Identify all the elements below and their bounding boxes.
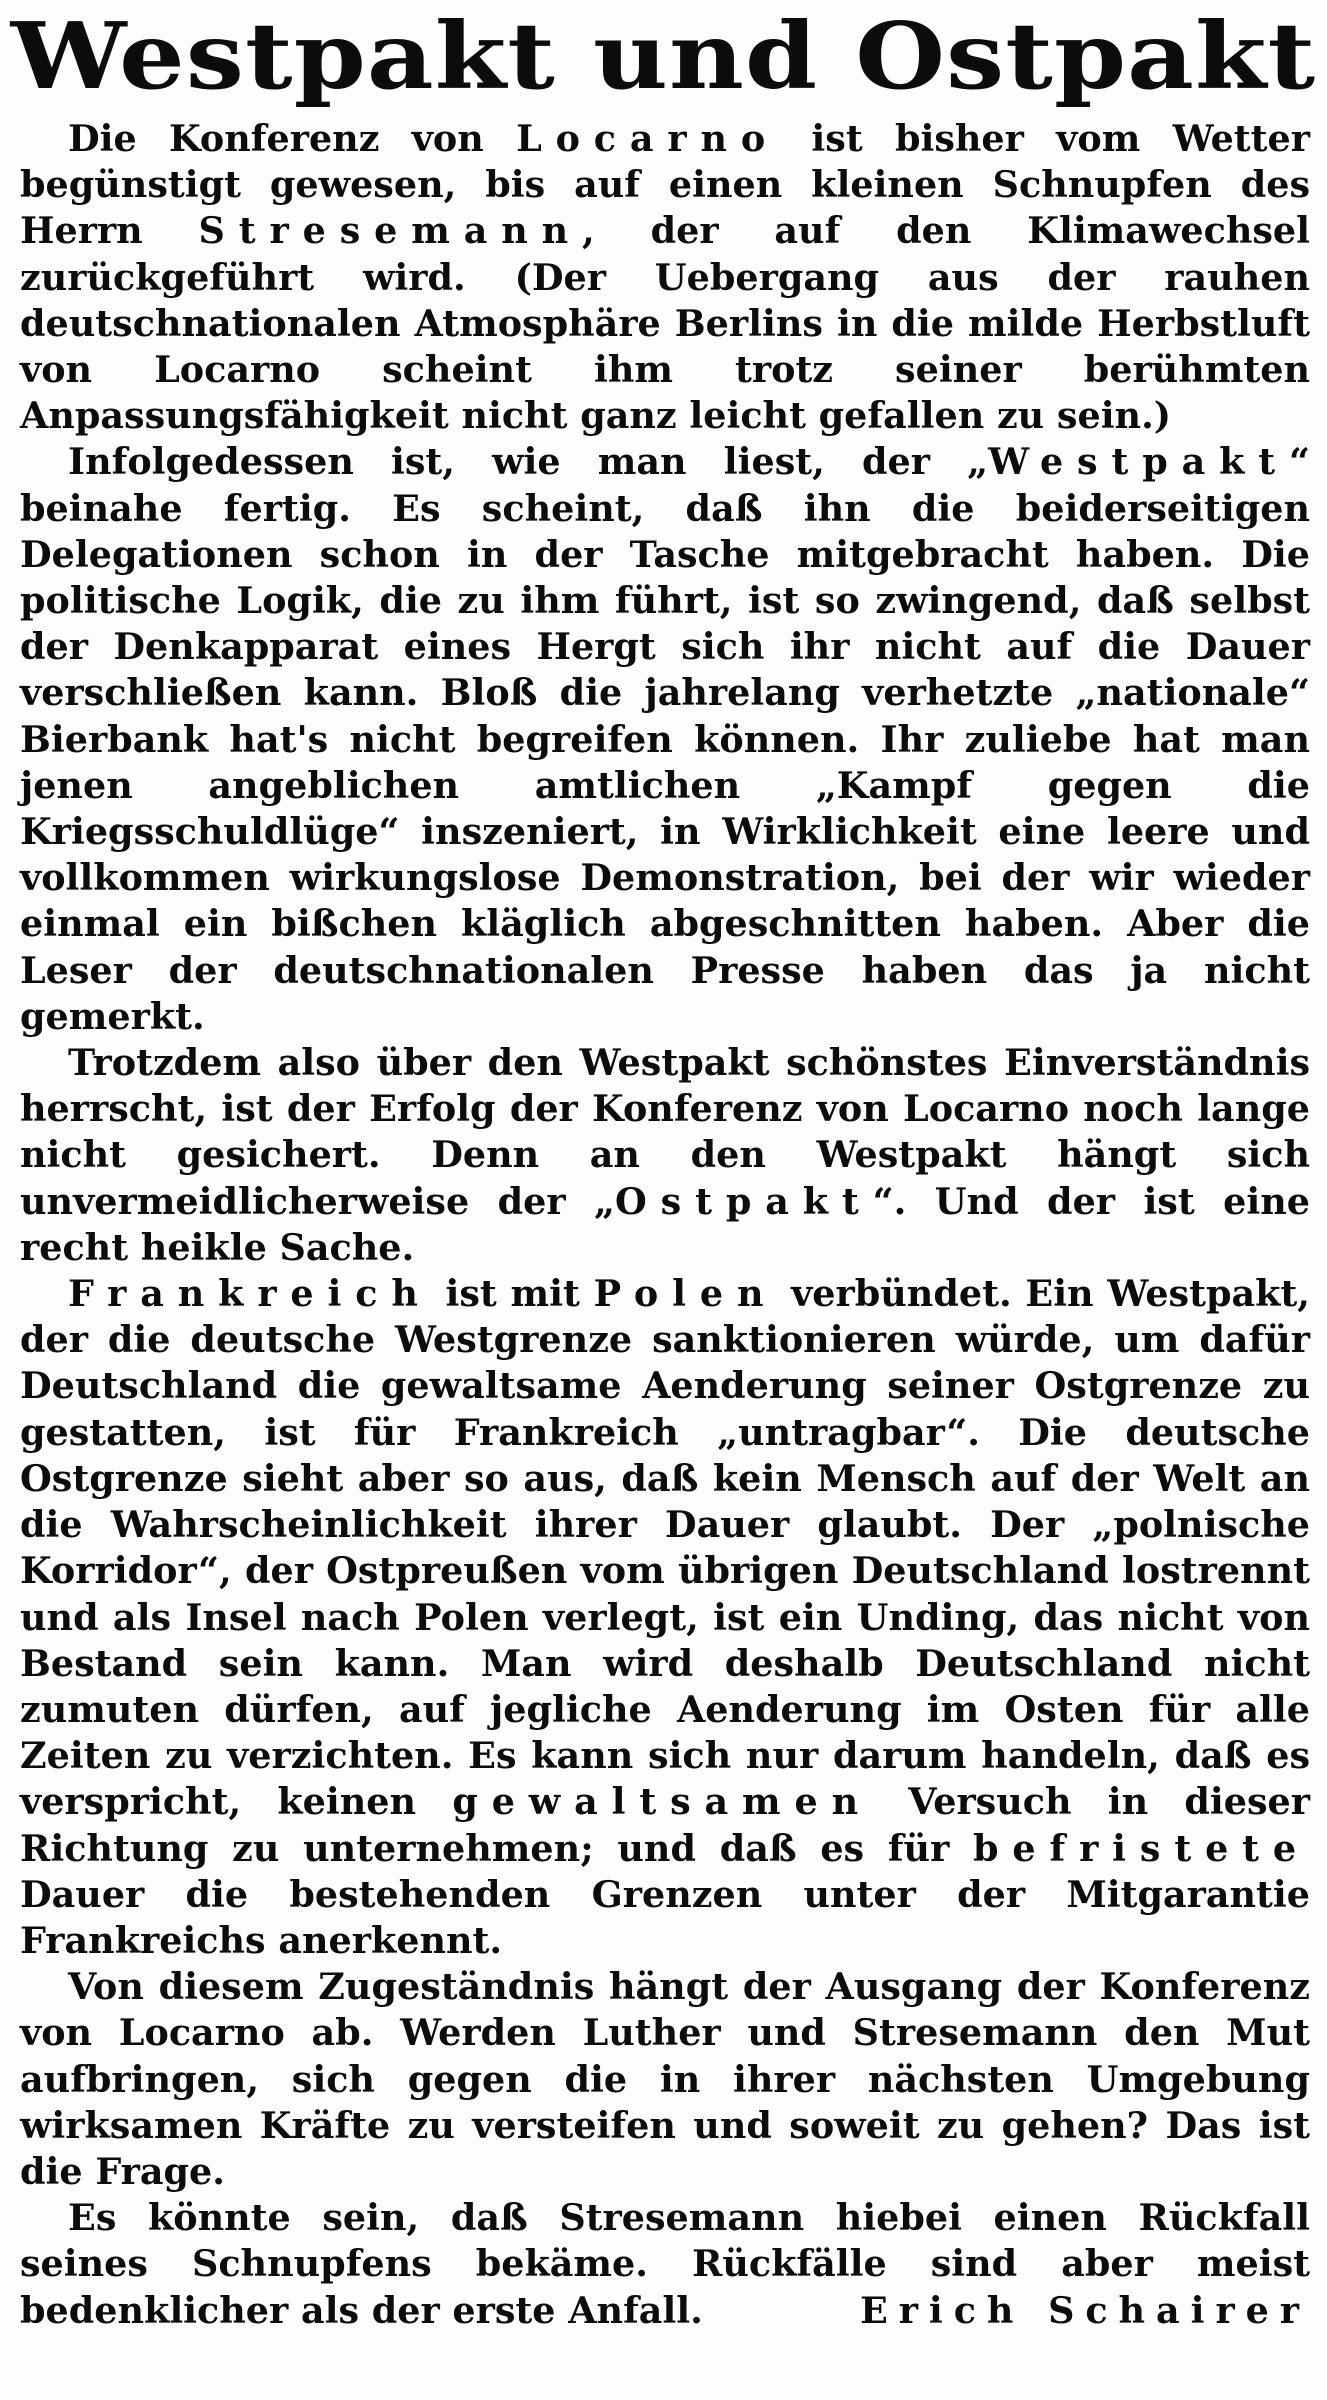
text-run: , der auf den Klimawechsel zurückgeführt wird. (Der Uebergang aus der rauhen deutschnationalen Atmosphäre Berlins in die milde Herbstluft von Locarno scheint ihm trotz seiner berühmten Anpassungsfähigkeit nicht ganz leicht gefallen zu sein.) bbox=[20, 209, 1310, 438]
article-headline: Westpakt und Ostpakt bbox=[10, 2, 1317, 110]
paragraph-2 bbox=[20, 439, 1310, 1040]
text-run: Die Konferenz von bbox=[68, 117, 517, 160]
text-run: Versuch in dieser Richtung zu unternehmen; und daß es für bbox=[20, 1780, 1311, 1870]
text-run: Infolgedessen ist, wie man liest, der „ bbox=[68, 440, 989, 484]
text-run: ist mit bbox=[431, 1272, 594, 1316]
emphasis-gewaltsamen: gewaltsamen bbox=[452, 1780, 873, 1824]
emphasis-befristete: befristete bbox=[973, 1826, 1310, 1870]
text-run: “ beinahe fertig. Es scheint, daß ihn die beiderseitigen Delegationen schon in der Tasche mitgebracht haben. Die politische Logik, die zu ihm führt, ist so zwingend, daß selbst der Denkapparat eines Hergt sich ihr nicht auf die Dauer verschließen kann. Bloß die jahrelang verhetzte „nationale“ Bierbank hat's nicht begreifen können. Ihr zuliebe hat man jenen angeblichen amtlichen „Kampf gegen die Kriegsschuldlüge“ inszeniert, in Wirklichkeit eine leere und vollkommen wirkungslose Demonstration, bei der wir wieder einmal ein bißchen kläglich abgeschnitten haben. Aber die Leser der deutschnationalen Presse haben das ja nicht gemerkt. bbox=[20, 440, 1310, 1038]
paragraph-5 bbox=[20, 1964, 1310, 2195]
paragraph-4 bbox=[20, 1271, 1310, 1964]
emphasis-ostpakt: Ostpakt bbox=[615, 1179, 873, 1223]
paragraph-1 bbox=[20, 116, 1310, 439]
emphasis-frankreich: Frankreich bbox=[68, 1272, 432, 1316]
text-run: verbündet. Ein Westpakt, der die deutsche Westgrenze sanktionieren würde, um dafür Deutschland die gewaltsame Aenderung seiner Ostgrenze zu gestatten, ist für Frankreich „untragbar“. Die deutsche Ostgrenze sieht aber so aus, daß kein Mensch auf der Welt an die Wahrscheinlichkeit ihrer Dauer glaubt. Der „polnische Korridor“, der Ostpreußen vom übrigen Deutschland lostrennt und als Insel nach Polen verlegt, ist ein Unding, das nicht von Bestand sein kann. Man wird deshalb Deutschland nicht zumuten dürfen, auf jegliche Aenderung im Osten für alle Zeiten zu verzichten. Es kann sich nur darum handeln, daß es verspricht, keinen bbox=[20, 1272, 1310, 1824]
emphasis-stresemann: Stresemann bbox=[198, 209, 583, 253]
text-run: ist bisher vom Wetter begünstigt gewesen, bis auf einen kleinen Schnupfen des Herrn bbox=[20, 117, 1310, 253]
text-run: Trotzdem also über den Westpakt schönstes Einverständnis herrscht, ist der Erfolg der Konferenz von Locarno noch lange nicht gesichert. Denn an den Westpakt hängt sich unvermeidlicherweise der „ bbox=[20, 1041, 1310, 1223]
author-signature: Erich Schairer bbox=[859, 2288, 1310, 2332]
article-body bbox=[20, 116, 1310, 2334]
text-run: Dauer die bestehenden Grenzen unter der Mitgarantie Frankreichs anerkennt. bbox=[20, 1872, 1310, 1962]
paragraph-3 bbox=[20, 1040, 1310, 1271]
text-run: Von diesem Zugeständnis hängt der Ausgang der Konferenz von Locarno ab. Werden Luther und Stresemann den Mut aufbringen, sich gegen die in ihrer nächsten Umgebung wirksamen Kräfte zu versteifen und soweit zu gehen? Das ist die Frage. bbox=[20, 1965, 1310, 2193]
text-run: “. Und der ist eine recht heikle Sache. bbox=[20, 1179, 1310, 1269]
text-run: Es könnte sein, daß Stresemann hiebei einen Rückfall seines Schnupfens bekäme. Rückfälle sind aber meist bedenklicher als der erste Anfall. bbox=[20, 2196, 1310, 2332]
emphasis-locarno: Locarno bbox=[516, 117, 780, 160]
emphasis-polen: Polen bbox=[593, 1272, 778, 1316]
emphasis-westpakt: Westpakt bbox=[988, 440, 1289, 484]
